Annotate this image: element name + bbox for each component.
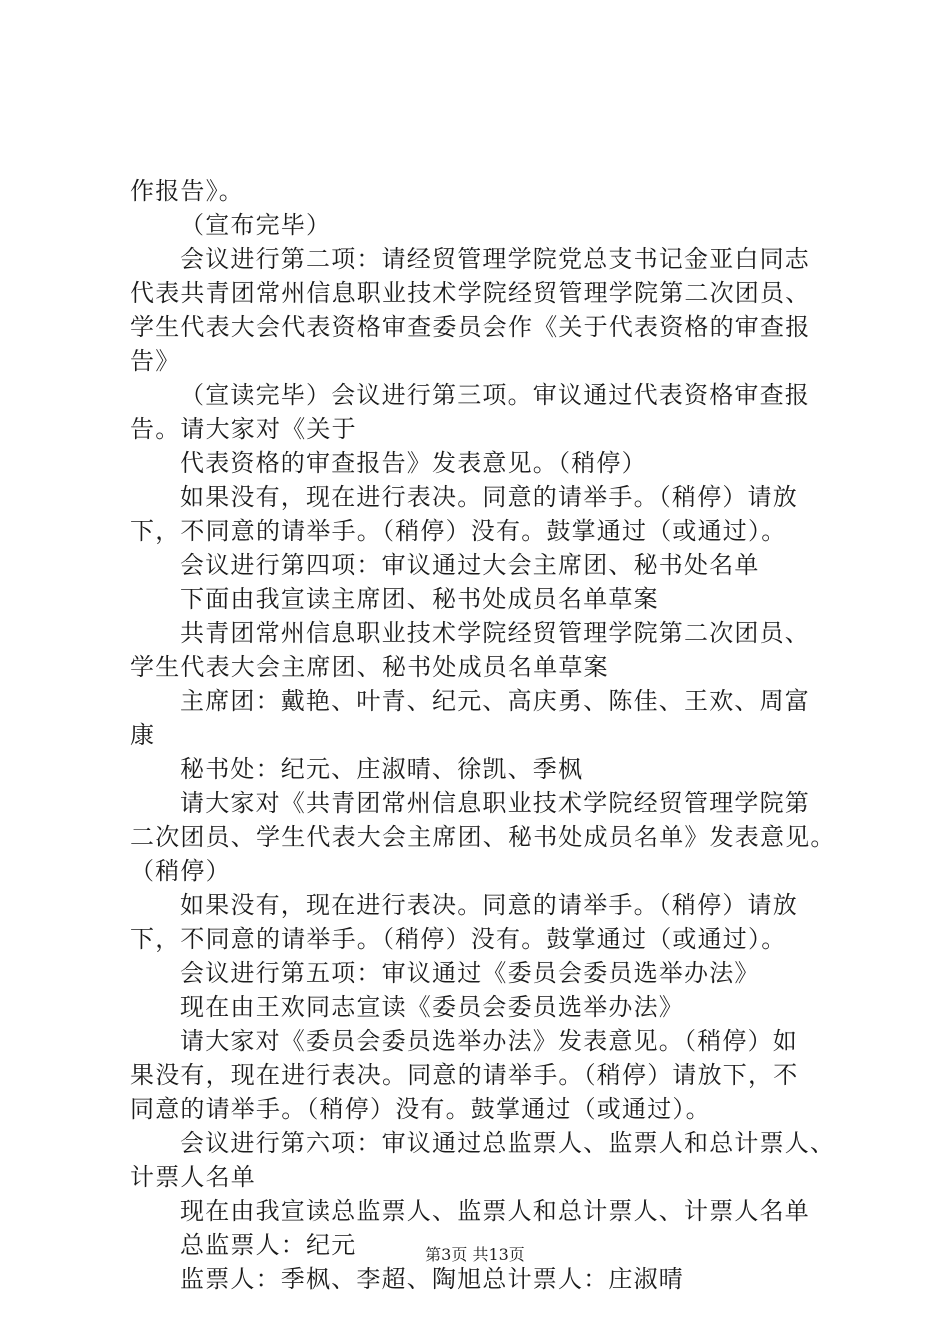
text-line: 同意的请举手。（稍停）没有。鼓掌通过（或通过）。 bbox=[130, 1095, 711, 1123]
text-line: 告》 bbox=[130, 347, 181, 375]
text-line: 代表共青团常州信息职业技术学院经贸管理学院第二次团员、 bbox=[130, 279, 811, 307]
document-body bbox=[130, 174, 846, 1296]
text-line: （宣读完毕）会议进行第三项。审议通过代表资格审查报 bbox=[180, 381, 810, 409]
text-line: 会议进行第五项：审议通过《委员会委员选举办法》 bbox=[180, 959, 760, 987]
text-line: 如果没有，现在进行表决。同意的请举手。（稍停）请放 bbox=[180, 891, 798, 919]
text-line: 会议进行第六项：审议通过总监票人、监票人和总计票人、 bbox=[180, 1129, 836, 1157]
text-line: 如果没有，现在进行表决。同意的请举手。（稍停）请放 bbox=[180, 483, 798, 511]
text-line: 请大家对《委员会委员选举办法》发表意见。（稍停）如 bbox=[180, 1027, 798, 1055]
text-line: 总监票人：纪元 bbox=[180, 1231, 357, 1259]
text-line: 下，不同意的请举手。（稍停）没有。鼓掌通过（或通过）。 bbox=[130, 925, 787, 953]
text-line: 下，不同意的请举手。（稍停）没有。鼓掌通过（或通过）。 bbox=[130, 517, 787, 545]
text-line: 共青团常州信息职业技术学院经贸管理学院第二次团员、 bbox=[180, 619, 810, 647]
text-line: （宣布完毕） bbox=[180, 211, 332, 239]
page-number-footer: 第3页 共13页 bbox=[425, 1245, 525, 1264]
text-line: 学生代表大会主席团、秘书处成员名单草案 bbox=[130, 653, 609, 681]
text-line: （稍停） bbox=[130, 857, 231, 885]
text-line: 二次团员、学生代表大会主席团、秘书处成员名单》发表意见。 bbox=[130, 823, 836, 851]
text-line: 会议进行第二项：请经贸管理学院党总支书记金亚白同志 bbox=[180, 245, 810, 273]
text-line: 康 bbox=[130, 721, 156, 749]
text-line: 现在由王欢同志宣读《委员会委员选举办法》 bbox=[180, 993, 684, 1021]
text-line: 监票人：季枫、李超、陶旭总计票人：庄淑晴 bbox=[180, 1265, 684, 1293]
text-line: 秘书处：纪元、庄淑晴、徐凯、季枫 bbox=[180, 755, 584, 783]
text-line: 计票人名单 bbox=[130, 1163, 256, 1191]
text-line: 现在由我宣读总监票人、监票人和总计票人、计票人名单 bbox=[180, 1197, 810, 1225]
text-line: 学生代表大会代表资格审查委员会作《关于代表资格的审查报 bbox=[130, 313, 811, 341]
text-line: 代表资格的审查报告》发表意见。（稍停） bbox=[180, 449, 647, 477]
text-line: 告。请大家对《关于 bbox=[130, 415, 357, 443]
text-line: 下面由我宣读主席团、秘书处成员名单草案 bbox=[180, 585, 659, 613]
text-line: 主席团：戴艳、叶青、纪元、高庆勇、陈佳、王欢、周富 bbox=[180, 687, 810, 715]
text-line: 会议进行第四项：审议通过大会主席团、秘书处名单 bbox=[180, 551, 760, 579]
text-line: 请大家对《共青团常州信息职业技术学院经贸管理学院第 bbox=[180, 789, 810, 817]
text-line: 果没有，现在进行表决。同意的请举手。（稍停）请放下，不 bbox=[130, 1061, 799, 1089]
text-line: 作报告》。 bbox=[130, 177, 244, 205]
